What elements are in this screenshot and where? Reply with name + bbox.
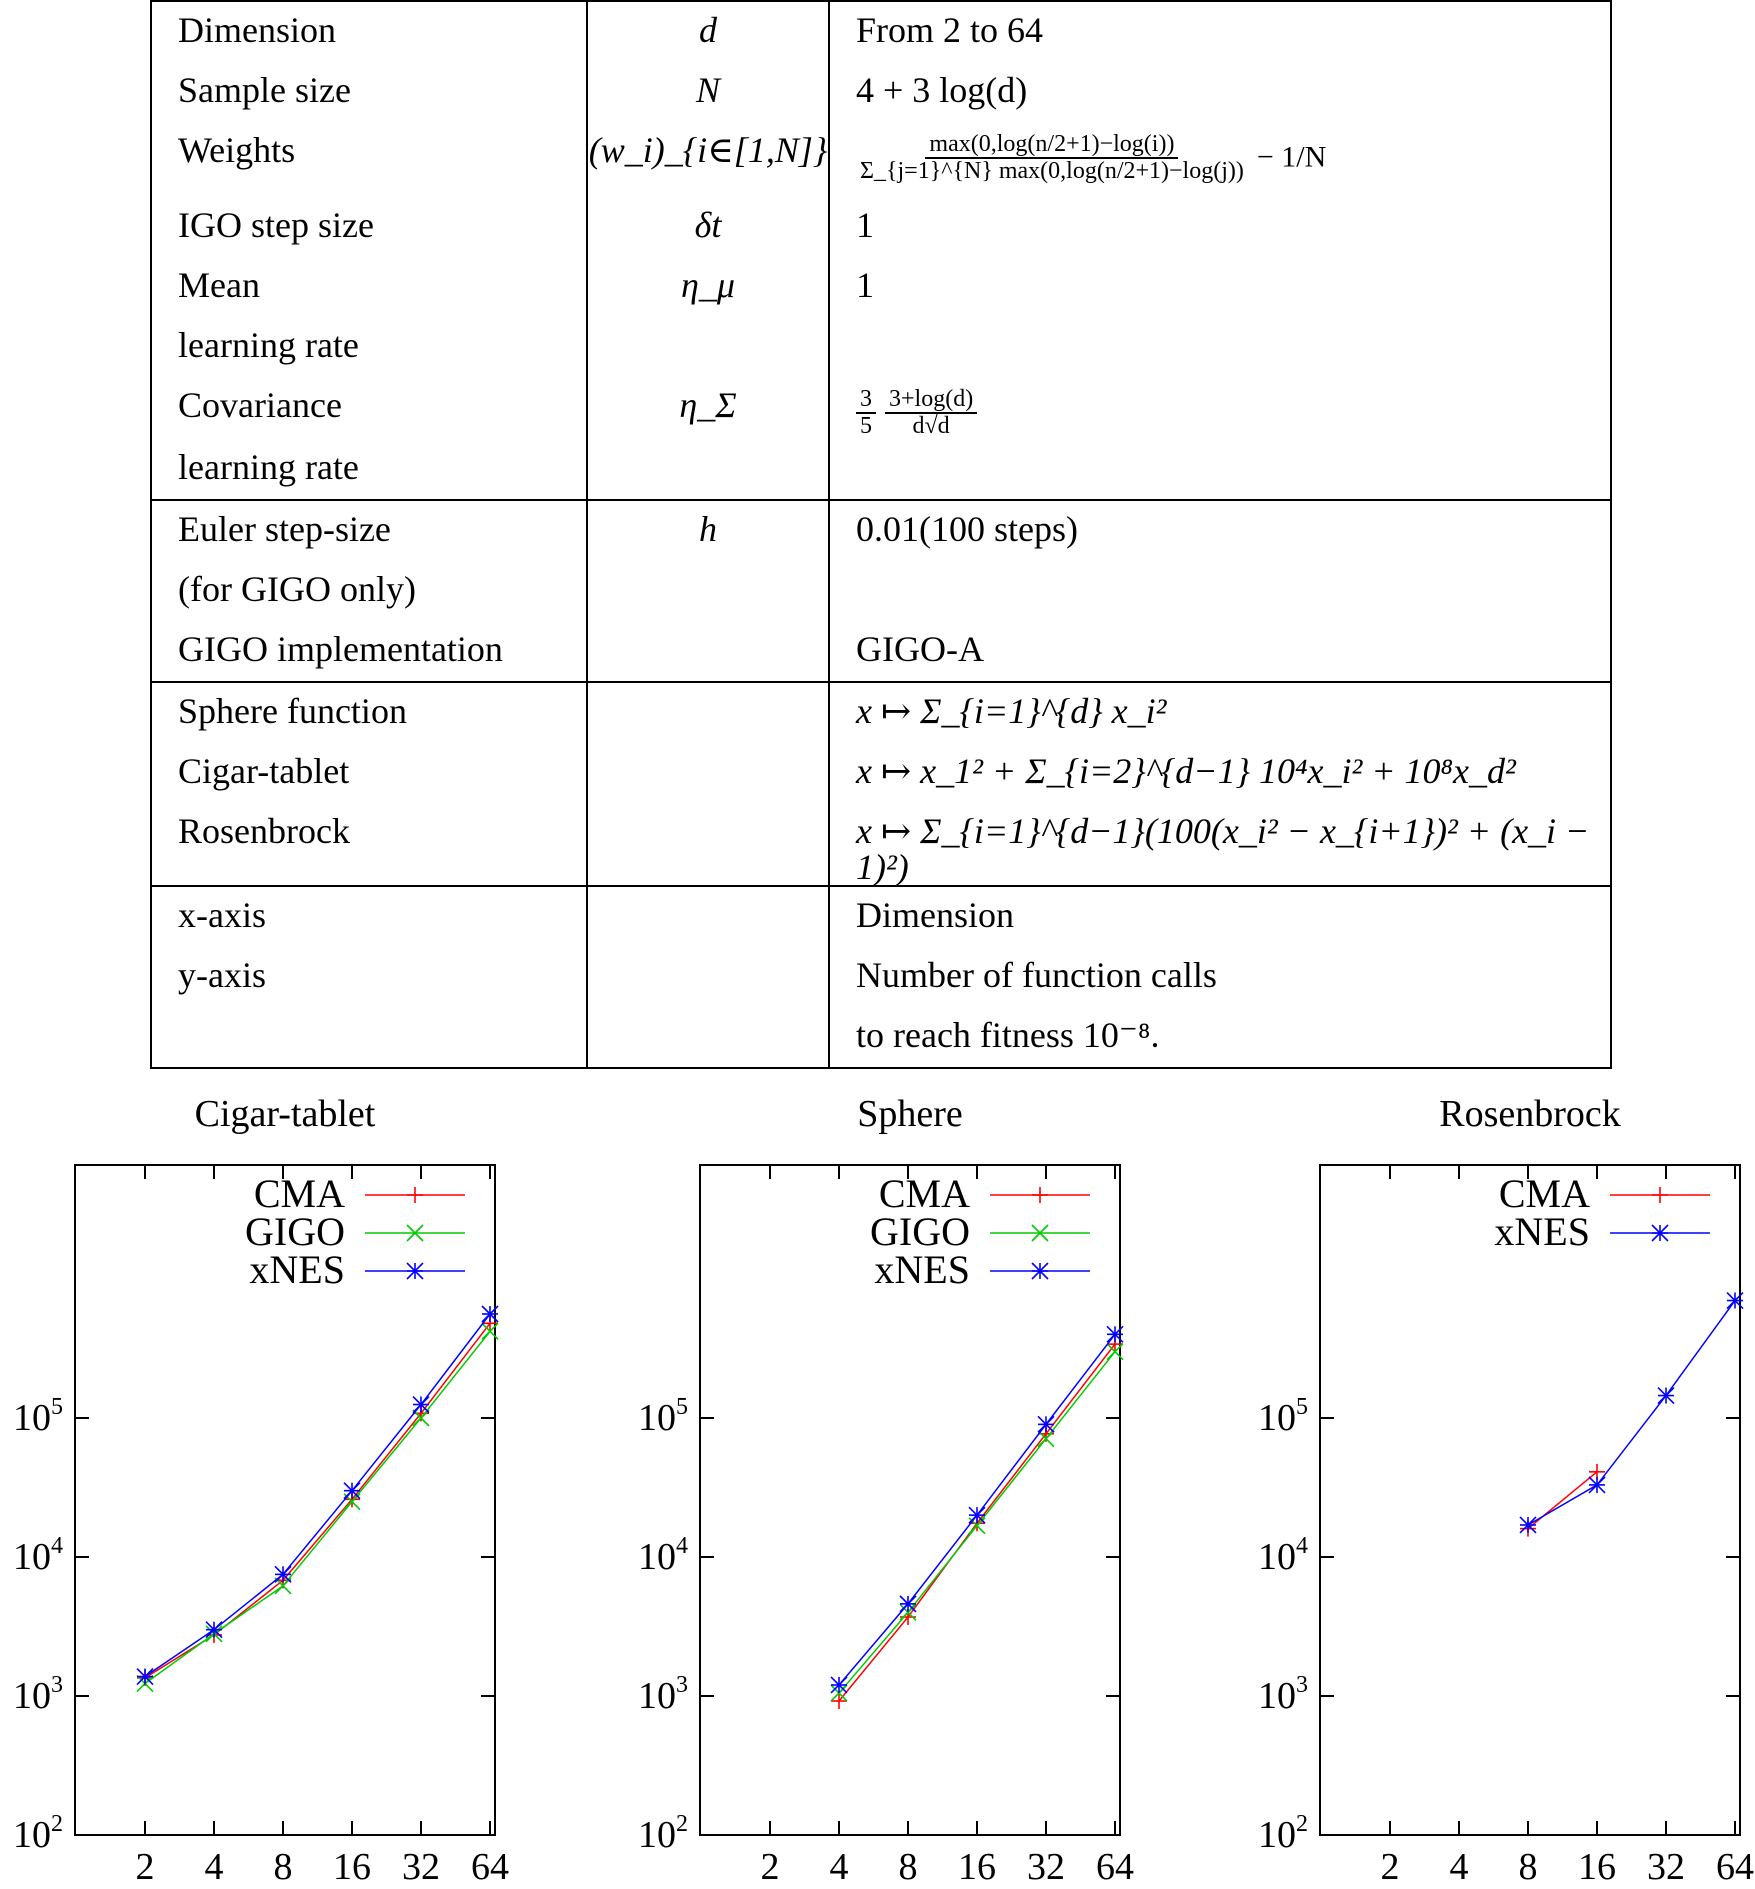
row-label: Mean [151, 257, 587, 317]
row-symbol [587, 1007, 829, 1068]
chart-title: Rosenbrock [1439, 1093, 1621, 1135]
data-point-marker [831, 1693, 847, 1709]
data-point-marker [407, 1263, 423, 1279]
data-point-marker [1727, 1293, 1743, 1309]
row-symbol: h [587, 500, 829, 561]
row-label: Cigar-tablet [151, 743, 587, 803]
row-symbol: N [587, 62, 829, 122]
row-label: (for GIGO only) [151, 561, 587, 621]
row-label: Covariance [151, 377, 587, 439]
legend-label: CMA [253, 1171, 345, 1216]
data-point-marker [831, 1677, 847, 1693]
chart-title: Cigar-tablet [194, 1093, 376, 1135]
data-point-marker [275, 1566, 291, 1582]
data-point-marker [900, 1596, 916, 1612]
row-symbol: (w_i)_{i∈[1,N]} [587, 122, 829, 197]
row-value: 0.01(100 steps) [829, 500, 1611, 561]
legend-label: CMA [878, 1171, 970, 1216]
row-symbol: η_Σ [587, 377, 829, 439]
row-value-cov-lr [829, 377, 1611, 439]
data-point-marker [344, 1483, 360, 1499]
data-point-marker [1032, 1263, 1048, 1279]
data-point-marker [1038, 1416, 1054, 1432]
row-label: GIGO implementation [151, 621, 587, 682]
data-point-marker [969, 1507, 985, 1523]
row-value-weights: $\frac{\max(0,\log(n/2+1)-\log(i))}{\Sigma\_\{j=1\}\^{}\{N\} \max(0,\log(n/2+1)-\log(j))}$ − 1/N [829, 122, 1611, 197]
y-tick-label: $10^3$ [638, 1672, 688, 1717]
row-value: 1 [829, 197, 1611, 257]
y-tick-label: $10^5$ [13, 1394, 63, 1439]
y-tick-label: $10^2$ [1258, 1811, 1308, 1856]
row-symbol [587, 621, 829, 682]
series-line-cma [145, 1323, 490, 1678]
row-symbol [587, 439, 829, 500]
y-tick-label: $10^3$ [1258, 1672, 1308, 1717]
row-symbol: η_μ [587, 257, 829, 317]
row-label: Rosenbrock [151, 803, 587, 886]
plot-area [0, 1080, 600, 1889]
x-tick-label: 64 [1096, 1846, 1134, 1888]
x-tick-label: 4 [1449, 1846, 1469, 1888]
x-tick-label: 2 [1380, 1846, 1400, 1888]
chart-title: Sphere [857, 1093, 963, 1135]
legend-label: GIGO [870, 1209, 970, 1254]
y-tick-label: $10^4$ [638, 1533, 688, 1578]
row-value-formula: x ↦ Σ_{i=1}^{d} x_i² [829, 682, 1611, 743]
row-value: 4 + 3 log(d) [829, 62, 1611, 122]
row-label: Sample size [151, 62, 587, 122]
three-fifths-fraction: $\frac{3}{5}$ [856, 387, 876, 439]
series-line-cma [1528, 1472, 1597, 1529]
row-label: IGO step size [151, 197, 587, 257]
y-tick-label: $10^3$ [13, 1672, 63, 1717]
data-point-marker [206, 1622, 222, 1638]
row-symbol [587, 682, 829, 743]
row-label: learning rate [151, 317, 587, 377]
data-point-marker [1520, 1517, 1536, 1533]
x-tick-label: 4 [204, 1846, 224, 1888]
row-symbol [587, 803, 829, 886]
parameter-table [150, 0, 1612, 1069]
row-symbol [587, 561, 829, 621]
legend-label: xNES [874, 1247, 970, 1292]
data-point-marker [482, 1306, 498, 1322]
x-tick-label: 16 [958, 1846, 996, 1888]
row-symbol [587, 743, 829, 803]
row-label: Sphere function [151, 682, 587, 743]
x-tick-label: 64 [1716, 1846, 1754, 1888]
row-symbol: δt [587, 197, 829, 257]
x-tick-label: 64 [471, 1846, 509, 1888]
x-tick-label: 32 [1647, 1846, 1685, 1888]
x-tick-label: 8 [1518, 1846, 1538, 1888]
row-value-formula: x ↦ Σ_{i=1}^{d−1}(100(x_i² − x_{i+1})² + (x_i − 1)²) [829, 803, 1611, 886]
row-value [829, 317, 1611, 377]
row-value: GIGO-A [829, 621, 1611, 682]
row-label: x-axis [151, 886, 587, 947]
row-value: Number of function calls [829, 947, 1611, 1007]
data-point-marker [1652, 1187, 1668, 1203]
x-tick-label: 16 [1578, 1846, 1616, 1888]
y-tick-label: $10^4$ [1258, 1533, 1308, 1578]
row-value: to reach fitness 10⁻⁸. [829, 1007, 1611, 1068]
y-tick-label: $10^2$ [13, 1811, 63, 1856]
x-tick-label: 4 [829, 1846, 849, 1888]
row-value: Dimension [829, 886, 1611, 947]
cov-lr-fraction: $\frac{3+\log(d)}{d√d}$ [885, 387, 977, 439]
row-label: Weights [151, 122, 587, 197]
x-tick-label: 8 [273, 1846, 293, 1888]
y-tick-label: $10^5$ [638, 1394, 688, 1439]
row-label: Dimension [151, 1, 587, 62]
x-tick-label: 8 [898, 1846, 918, 1888]
row-value [829, 439, 1611, 500]
series-line-xnes [1528, 1301, 1735, 1525]
legend-label: GIGO [245, 1209, 345, 1254]
data-point-marker [1658, 1388, 1674, 1404]
x-tick-label: 32 [402, 1846, 440, 1888]
row-value: From 2 to 64 [829, 1, 1611, 62]
data-point-marker [1589, 1477, 1605, 1493]
data-point-marker [1107, 1326, 1123, 1342]
row-symbol [587, 886, 829, 947]
row-label: Euler step-size [151, 500, 587, 561]
row-symbol: d [587, 1, 829, 62]
row-value: 1 [829, 257, 1611, 317]
plot-frame [1320, 1165, 1740, 1835]
x-tick-label: 2 [760, 1846, 780, 1888]
row-label [151, 1007, 587, 1068]
x-tick-label: 16 [333, 1846, 371, 1888]
data-point-marker [1652, 1225, 1668, 1241]
y-tick-label: $10^2$ [638, 1811, 688, 1856]
x-tick-label: 2 [135, 1846, 155, 1888]
series-line-gigo [145, 1331, 490, 1683]
row-label: learning rate [151, 439, 587, 500]
data-point-marker [1032, 1187, 1048, 1203]
x-tick-label: 32 [1027, 1846, 1065, 1888]
plot-area [580, 1080, 1180, 1889]
chart-sphere [580, 1080, 1180, 1889]
chart-rosenbrock [1155, 1080, 1755, 1889]
data-point-marker [413, 1397, 429, 1413]
row-symbol [587, 317, 829, 377]
legend-label: CMA [1498, 1171, 1590, 1216]
row-value-formula: x ↦ x_1² + Σ_{i=2}^{d−1} 10⁴x_i² + 10⁸x_d² [829, 743, 1611, 803]
y-tick-label: $10^4$ [13, 1533, 63, 1578]
plot-area [1155, 1080, 1755, 1889]
series-line-xnes [145, 1314, 490, 1677]
row-value [829, 561, 1611, 621]
legend-label: xNES [1494, 1209, 1590, 1254]
chart-cigar-tablet [0, 1080, 600, 1889]
y-tick-label: $10^5$ [1258, 1394, 1308, 1439]
data-point-marker [407, 1187, 423, 1203]
data-point-marker [137, 1669, 153, 1685]
row-symbol [587, 947, 829, 1007]
row-label: y-axis [151, 947, 587, 1007]
weights-fraction: $\frac{\max(0,\log(n/2+1)-\log(i))}{\Sigma\_\{j=1\}\^{}\{N\} \max(0,\log(n/2+1)-\log(j))}$ [860, 131, 1244, 185]
legend-label: xNES [249, 1247, 345, 1292]
